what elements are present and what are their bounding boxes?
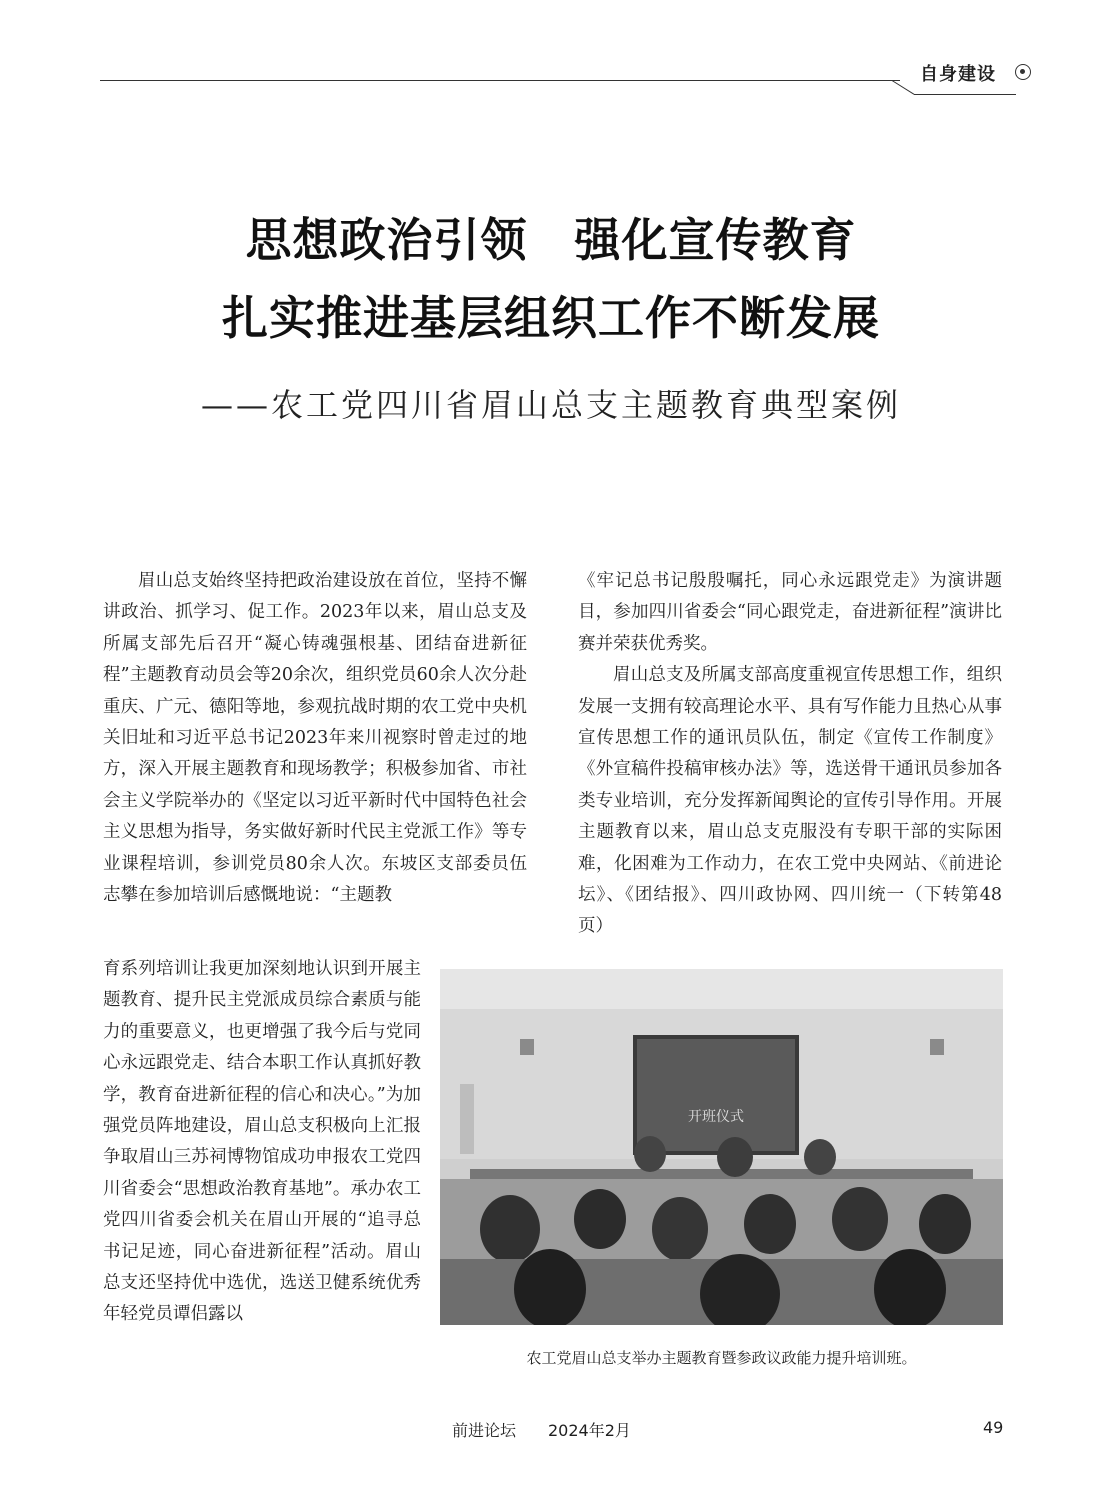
meeting-photo [440,969,1003,1325]
screen-text: 开班仪式 [688,1109,744,1125]
body-paragraph-right-2: 眉山总支及所属支部高度重视宣传思想工作，组织发展一支拥有较高理论水平、具有写作能力且热心从事宣传思想工作的通讯员队伍，制定《宣传工作制度》《外宣稿件投稿审核办法》等，选送骨干通讯员参加各类专业培训，充分发挥新闻舆论的宣传引导作用。开展主题教育以来，眉山总支克服没有专职干部的实际困难，化困难为工作动力，在农工党中央网站、《前进论坛》、《团结报》、四川政协网、四川统一（下转第48页） [578,665,1002,937]
section-label: 自身建设 [920,64,996,85]
article-subtitle: ——农工党四川省眉山总支主题教育典型案例 [200,386,901,424]
article-title-line1: 思想政治引领 强化宣传教育 [245,213,857,267]
header-rule-right [914,94,1016,95]
body-paragraph-left-bottom: 育系列培训让我更加深刻地认识到开展主题教育、提升民主党派成员综合素质与能力的重要意义，也更增强了我今后与党同心永远跟党走、结合本职工作认真抓好教学，教育奋进新征程的信心和决心。”为加强党员阵地建设，眉山总支积极向上汇报争取眉山三苏祠博物馆成功申报农工党四川省委会“思想政治教育基地”。承办农工党四川省委会机关在眉山开展的“追寻总书记足迹，同心奋进新征程”活动。眉山总支还坚持优中选优，选送卫健系统优秀年轻党员谭侣露以 [103,959,421,1325]
footer-journal-name: 前进论坛 [452,1421,517,1440]
body-paragraph-right-1: 《牢记总书记殷殷嘱托，同心永远跟党走》为演讲题目，参加四川省委会“同心跟党走，奋进新征程”演讲比赛并荣获优秀奖。 [578,571,1002,654]
header-rule-slant [892,80,915,95]
page-number: 49 [983,1418,1004,1437]
article-title-line2: 扎实推进基层组织工作不断发展 [222,291,880,345]
photo-caption: 农工党眉山总支举办主题教育暨参政议政能力提升培训班。 [526,1349,917,1367]
body-column-right [578,566,1002,943]
footer-issue-date: 2024年2月 [548,1421,631,1440]
target-circle-icon [1015,64,1031,80]
header-rule [100,80,900,81]
body-paragraph-left-top: 眉山总支始终坚持把政治建设放在首位，坚持不懈讲政治、抓学习、促工作。2023年以来，眉山总支及所属支部先后召开“凝心铸魂强根基、团结奋进新征程”主题教育动员会等20余次，组织党员60余人次分赴重庆、广元、德阳等地，参观抗战时期的农工党中央机关旧址和习近平总书记2023年来川视察时曾走过的地方，深入开展主题教育和现场教学；积极参加省、市社会主义学院举办的《坚定以习近平新时代中国特色社会主义思想为指导，务实做好新时代民主党派工作》等专业课程培训，参训党员80余人次。东坡区支部委员伍志攀在参加培训后感慨地说：“主题教 [103,571,527,906]
meeting-photo-illustration [440,969,1003,1325]
